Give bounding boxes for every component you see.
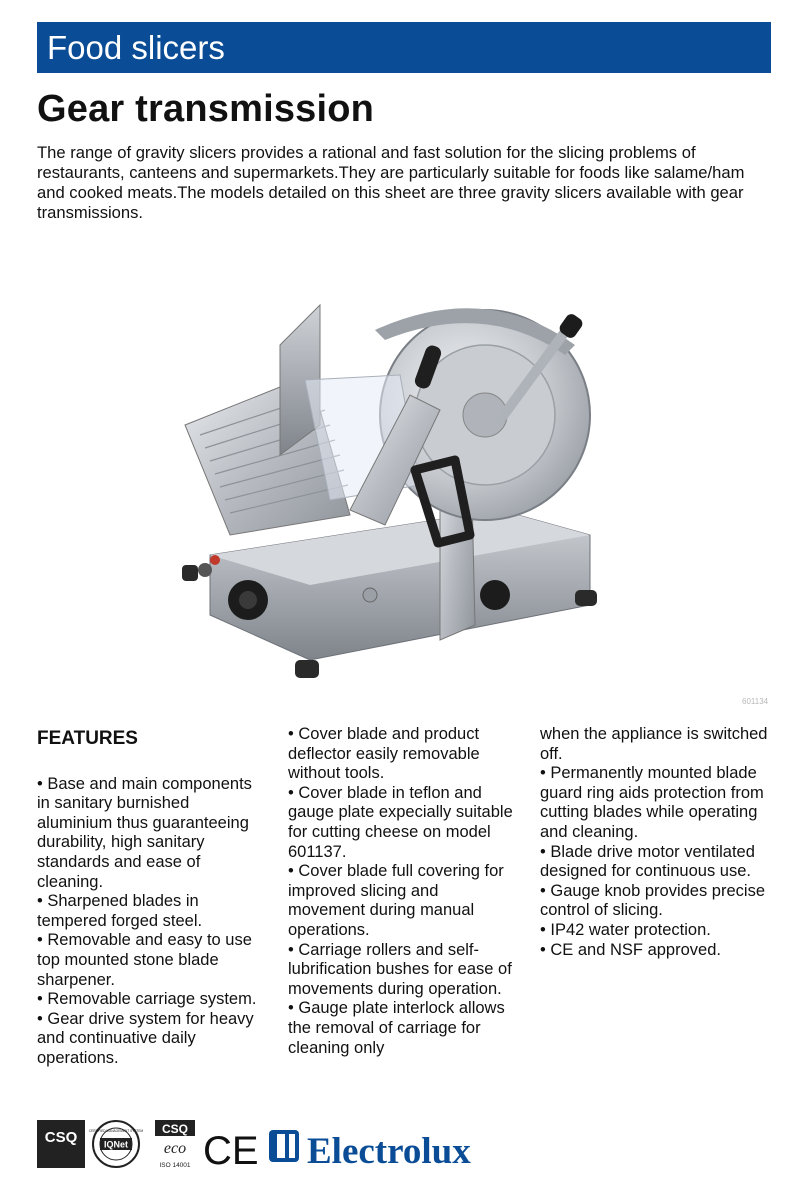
feature-item: • Cover blade full covering for improved slicing and movement during manual operations. <box>288 862 504 939</box>
feature-item: • Sharpened blades in tempered forged steel. <box>37 892 203 930</box>
features-heading: FEATURES <box>37 728 138 749</box>
category-title: Food slicers <box>47 29 225 66</box>
feature-item: • Base and main components in sanitary burnished aluminium thus guaranteeing durability, high sanitary standards and ease of cleaning. <box>37 774 252 891</box>
feature-item: when the appliance is switched off. <box>540 725 768 763</box>
svg-text:IQNet: IQNet <box>103 1139 129 1150</box>
svg-text:CSQ: CSQ <box>44 1129 78 1146</box>
feature-item: • Removable and easy to use top mounted stone blade sharpener. <box>37 931 252 989</box>
csq-logo <box>37 1120 85 1168</box>
feature-item: • Blade drive motor ventilated designed for continuous use. <box>540 842 755 881</box>
product-photo-slicer <box>170 285 610 695</box>
csq-eco-logo <box>155 1120 195 1169</box>
features-column-2 <box>288 725 520 1058</box>
product-code: 601134 <box>742 697 769 706</box>
feature-item: • Gear drive system for heavy and continuative daily operations. <box>37 1009 254 1067</box>
feature-item: • Carriage rollers and self-lubrification bushes for ease of movements during operation. <box>288 940 512 998</box>
svg-text:eco: eco <box>163 1140 187 1157</box>
feature-item: • Removable carriage system. <box>37 990 257 1009</box>
svg-text:Electrolux: Electrolux <box>307 1131 471 1172</box>
certification-logos <box>37 1120 537 1172</box>
iqnet-logo <box>89 1121 144 1167</box>
ce-mark-logo <box>203 1129 259 1172</box>
svg-text:CE: CE <box>203 1129 259 1172</box>
feature-item: • Permanently mounted blade guard ring aids protection from cutting blades while operating and cleaning. <box>540 764 764 841</box>
feature-item: • Cover blade in teflon and gauge plate expecially suitable for cutting cheese on model 601137. <box>288 783 513 861</box>
intro-paragraph: The range of gravity slicers provides a rational and fast solution for the slicing problems of restaurants, canteens and supermarkets.They are particularly suitable for foods like salame/ham and cooked meats.The models detailed on this sheet are three gravity slicers available with gear transmissions. <box>37 143 745 222</box>
features-column-3 <box>540 725 772 960</box>
svg-text:CERTIFIED MANAGEMENT SYSTEM: CERTIFIED MANAGEMENT SYSTEM <box>88 1129 144 1133</box>
feature-item: • Cover blade and product deflector easily removable without tools. <box>288 725 480 783</box>
feature-item: • CE and NSF approved. <box>540 940 721 959</box>
features-column-1 <box>37 725 269 1069</box>
feature-item: • IP42 water protection. <box>540 920 711 939</box>
svg-text:CSQ: CSQ <box>161 1122 189 1136</box>
category-banner <box>37 22 771 73</box>
feature-item: • Gauge plate interlock allows the removal of carriage for cleaning only <box>288 999 505 1057</box>
page-title: Gear transmission <box>37 88 375 130</box>
electrolux-logo <box>269 1130 471 1172</box>
feature-item: • Gauge knob provides precise control of slicing. <box>540 881 765 920</box>
svg-text:ISO 14001: ISO 14001 <box>159 1162 191 1169</box>
